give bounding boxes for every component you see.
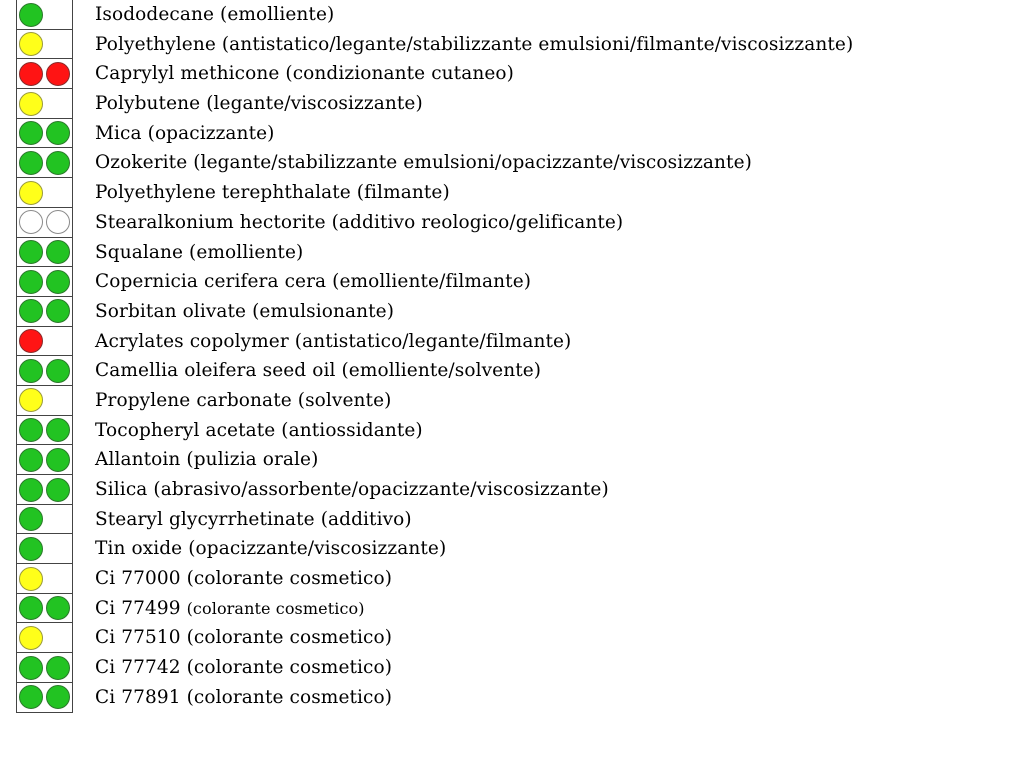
ingredient-label (95, 359, 541, 383)
green-rating-dot-icon (46, 359, 70, 383)
green-rating-dot-icon (46, 596, 70, 620)
ingredient-name: Ci 77510 (colorante cosmetico) (95, 627, 393, 649)
ingredient-label (95, 448, 318, 472)
ingredient-label (95, 656, 392, 680)
green-rating-dot-icon (19, 418, 43, 442)
ingredient-label (95, 478, 609, 502)
ingredient-label (95, 92, 423, 116)
green-rating-dot-icon (19, 270, 43, 294)
ingredient-list (16, 0, 996, 713)
ingredient-row (16, 475, 996, 505)
ingredient-name: Copernicia cerifera cera (emolliente/filmante) (95, 271, 532, 293)
ingredient-row (16, 148, 996, 178)
ingredient-label (95, 33, 853, 57)
red-rating-dot-icon (19, 329, 43, 353)
green-rating-dot-icon (19, 537, 43, 561)
ingredient-row (16, 0, 996, 30)
yellow-rating-dot-icon (19, 626, 43, 650)
green-rating-dot-icon (19, 478, 43, 502)
green-rating-dot-icon (46, 299, 70, 323)
rating-cells (16, 208, 73, 238)
red-rating-dot-icon (19, 62, 43, 86)
ingredient-label (95, 241, 303, 265)
ingredient-row (16, 653, 996, 683)
green-rating-dot-icon (46, 656, 70, 680)
ingredient-row (16, 623, 996, 653)
ingredient-row (16, 297, 996, 327)
ingredient-row (16, 30, 996, 60)
ingredient-name: Ci 77499 (95, 597, 181, 619)
green-rating-dot-icon (19, 448, 43, 472)
ingredient-label (95, 330, 571, 354)
ingredient-label (95, 3, 334, 27)
ingredient-name: Isododecane (emolliente) (95, 4, 335, 25)
rating-cells (16, 356, 73, 386)
ingredient-row (16, 119, 996, 149)
ingredient-label (95, 389, 391, 413)
green-rating-dot-icon (19, 359, 43, 383)
green-rating-dot-icon (46, 685, 70, 709)
rating-cells (16, 0, 73, 30)
rating-cells (16, 148, 73, 178)
ingredient-name: Tin oxide (opacizzante/viscosizzante) (95, 538, 447, 560)
yellow-rating-dot-icon (19, 388, 43, 412)
ingredient-name: Ci 77000 (colorante cosmetico) (95, 568, 393, 590)
rating-cells (16, 623, 73, 653)
ingredient-name: Stearyl glycyrrhetinate (additivo) (95, 508, 412, 530)
ingredient-row (16, 327, 996, 357)
ingredient-label (95, 537, 446, 561)
rating-cells (16, 238, 73, 268)
ingredient-label (95, 300, 394, 324)
green-rating-dot-icon (19, 596, 43, 620)
ingredient-name: Stearalkonium hectorite (additivo reologico/gelificante) (95, 211, 624, 233)
ingredient-name: Polybutene (legante/viscosizzante) (95, 93, 423, 115)
green-rating-dot-icon (46, 270, 70, 294)
ingredient-name: Silica (abrasivo/assorbente/opacizzante/viscosizzante) (95, 479, 609, 500)
ingredient-label (95, 686, 392, 710)
ingredient-name: Ci 77742 (colorante cosmetico) (95, 657, 393, 679)
green-rating-dot-icon (19, 685, 43, 709)
ingredient-row (16, 564, 996, 594)
ingredient-label (95, 122, 274, 146)
green-rating-dot-icon (46, 418, 70, 442)
ingredient-name: Acrylates copolymer (antistatico/legante/filmante) (95, 330, 572, 352)
green-rating-dot-icon (19, 507, 43, 531)
green-rating-dot-icon (46, 478, 70, 502)
ingredient-label (95, 211, 623, 235)
ingredient-row (16, 534, 996, 564)
ingredient-name: Polyethylene (antistatico/legante/stabilizzante emulsioni/filmante/viscosizzante) (95, 33, 854, 55)
rating-cells (16, 327, 73, 357)
ingredient-row (16, 445, 996, 475)
green-rating-dot-icon (46, 240, 70, 264)
rating-cells (16, 59, 73, 89)
ingredient-name: Sorbitan olivate (emulsionante) (95, 300, 395, 322)
yellow-rating-dot-icon (19, 181, 43, 205)
rating-cells (16, 475, 73, 505)
white-rating-dot-icon (46, 210, 70, 234)
ingredient-function: (colorante cosmetico) (186, 598, 365, 618)
rating-cells (16, 386, 73, 416)
ingredient-row (16, 178, 996, 208)
ingredient-row (16, 59, 996, 89)
ingredient-row (16, 356, 996, 386)
ingredient-label (95, 567, 392, 591)
ingredient-name: Propylene carbonate (solvente) (95, 389, 392, 411)
ingredient-label (95, 419, 423, 443)
ingredient-name: Ozokerite (legante/stabilizzante emulsioni/opacizzante/viscosizzante) (95, 152, 752, 174)
ingredient-label (95, 62, 514, 86)
rating-cells (16, 89, 73, 119)
ingredient-name: Squalane (emolliente) (95, 241, 304, 263)
rating-cells (16, 297, 73, 327)
green-rating-dot-icon (19, 299, 43, 323)
rating-cells (16, 594, 73, 624)
ingredient-row (16, 238, 996, 268)
ingredient-name: Ci 77891 (colorante cosmetico) (95, 686, 393, 708)
rating-cells (16, 505, 73, 535)
ingredient-name: Mica (opacizzante) (95, 122, 275, 144)
green-rating-dot-icon (19, 121, 43, 145)
yellow-rating-dot-icon (19, 567, 43, 591)
rating-cells (16, 683, 73, 713)
ingredient-name: Camellia oleifera seed oil (emolliente/solvente) (95, 360, 542, 382)
green-rating-dot-icon (19, 3, 43, 27)
rating-cells (16, 267, 73, 297)
red-rating-dot-icon (46, 62, 70, 86)
green-rating-dot-icon (19, 151, 43, 175)
rating-cells (16, 178, 73, 208)
ingredient-row (16, 89, 996, 119)
yellow-rating-dot-icon (19, 92, 43, 116)
ingredient-row (16, 683, 996, 713)
ingredient-row (16, 267, 996, 297)
ingredient-label (95, 181, 450, 205)
rating-cells (16, 416, 73, 446)
ingredient-label (95, 508, 412, 532)
ingredient-name: Allantoin (pulizia orale) (95, 449, 319, 471)
ingredient-name: Caprylyl methicone (condizionante cutaneo) (95, 63, 514, 85)
ingredient-label (95, 597, 365, 621)
ingredient-label (95, 151, 752, 175)
ingredient-name: Polyethylene terephthalate (filmante) (95, 182, 450, 204)
yellow-rating-dot-icon (19, 32, 43, 56)
rating-cells (16, 653, 73, 683)
ingredient-row (16, 594, 996, 624)
green-rating-dot-icon (46, 121, 70, 145)
green-rating-dot-icon (46, 151, 70, 175)
rating-cells (16, 534, 73, 564)
green-rating-dot-icon (19, 240, 43, 264)
green-rating-dot-icon (19, 656, 43, 680)
ingredient-row (16, 416, 996, 446)
rating-cells (16, 119, 73, 149)
ingredient-row (16, 505, 996, 535)
ingredient-row (16, 386, 996, 416)
ingredient-label (95, 270, 531, 294)
ingredient-name: Tocopheryl acetate (antiossidante) (95, 419, 423, 441)
rating-cells (16, 445, 73, 475)
white-rating-dot-icon (19, 210, 43, 234)
ingredient-row (16, 208, 996, 238)
rating-cells (16, 564, 73, 594)
green-rating-dot-icon (46, 448, 70, 472)
ingredient-label (95, 626, 392, 650)
rating-cells (16, 30, 73, 60)
